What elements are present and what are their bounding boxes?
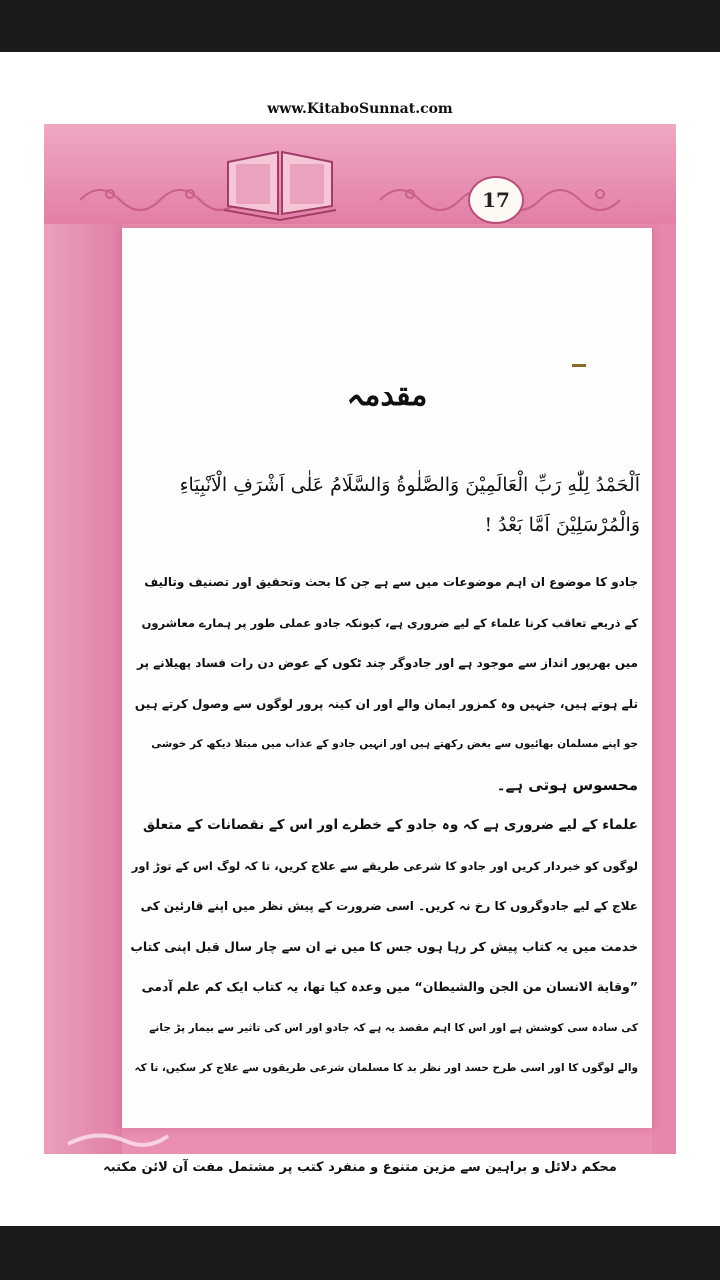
text-line: علماء کے لیے ضروری ہے کہ وہ جادو کے خطرے اور اس کے نقصانات کے متعلق [142, 817, 638, 833]
text-line: جادو کا موضوع ان اہم موضوعات میں سے ہے جن کا بحث وتحقیق اور تصنیف وتالیف [144, 575, 638, 589]
book-page [44, 124, 676, 1154]
page-frame-right [652, 224, 676, 1154]
footer-tagline: محکم دلائل و براہین سے مزین متنوع و منفرد کتب پر مشتمل مفت آن لائن مکتبہ [103, 1160, 617, 1175]
page-content [122, 228, 652, 1128]
text-line: خدمت میں یہ کتاب پیش کر رہا ہوں جس کا میں نے ان سے چار سال قبل اپنی کتاب [130, 938, 638, 954]
text-line: تلے ہوتے ہیں، جنہیں وہ کمزور ایمان والے اور ان کینہ پرور لوگوں سے وصول کرتے ہیں [134, 696, 638, 711]
text-line: والے لوگوں کا اور اسی طرح حسد اور نظر بد کا مسلمان شرعی طریقوں سے علاج کر سکیں، تا کہ [134, 1062, 638, 1074]
text-line: محسوس ہوتی ہے۔ [496, 775, 638, 794]
body-text [130, 562, 638, 1089]
navigation-bar [0, 1226, 720, 1280]
arabic-invocation-line: وَالْمُرْسَلِيْنَ اَمَّا بَعْدُ ! [484, 514, 640, 536]
page-title: مقدمہ [346, 378, 428, 413]
page-frame-left [44, 224, 122, 1154]
text-line: جو اپنے مسلمان بھائیوں سے بغض رکھتے ہیں اور انہیں جادو کے عذاب میں مبتلا دیکھ کر خوشی [151, 738, 638, 750]
text-line: علاج کے لیے جادوگروں کا رخ نہ کریں۔ اسی ضرورت کے پیش نظر میں اپنے قارئین کی [140, 899, 638, 913]
source-url[interactable]: www.KitaboSunnat.com [267, 101, 453, 117]
text-line: لوگوں کو خبردار کریں اور جادو کا شرعی طریقے سے علاج کریں، تا کہ لوگ اس کے توڑ اور [131, 858, 638, 873]
arabic-invocation-line: اَلْحَمْدُ لِلّٰهِ رَبِّ الْعَالَمِيْنَ وَالصَّلٰوةُ وَالسَّلَامُ عَلٰى اَشْرَفِ الْاَنْبِيَاءِ [179, 474, 640, 496]
lamp-ornament-icon [58, 1124, 178, 1154]
ornament-border-icon [80, 170, 640, 216]
decorative-mark [572, 364, 586, 367]
text-line: کے ذریعے تعاقب کرنا علماء کے لیے ضروری ہے، کیونکہ جادو عملی طور پر ہمارے معاشروں [141, 615, 638, 630]
text-line: میں بھرپور انداز سے موجود ہے اور جادوگر چند ٹکوں کے عوض دن رات فساد پھیلانے پر [136, 656, 638, 670]
text-line: کی سادہ سی کوشش ہے اور اس کا اہم مقصد یہ ہے کہ جادو اور اس کی تاثیر سے بیمار پڑ جانے [149, 1021, 638, 1034]
status-bar [0, 0, 720, 52]
open-book-icon [220, 144, 340, 222]
page-number: 17 [468, 176, 524, 224]
text-line: ”وقاية الانسان من الجن والشيطان“ میں وعدہ کیا تھا، یہ کتاب ایک کم علم آدمی [141, 979, 638, 994]
